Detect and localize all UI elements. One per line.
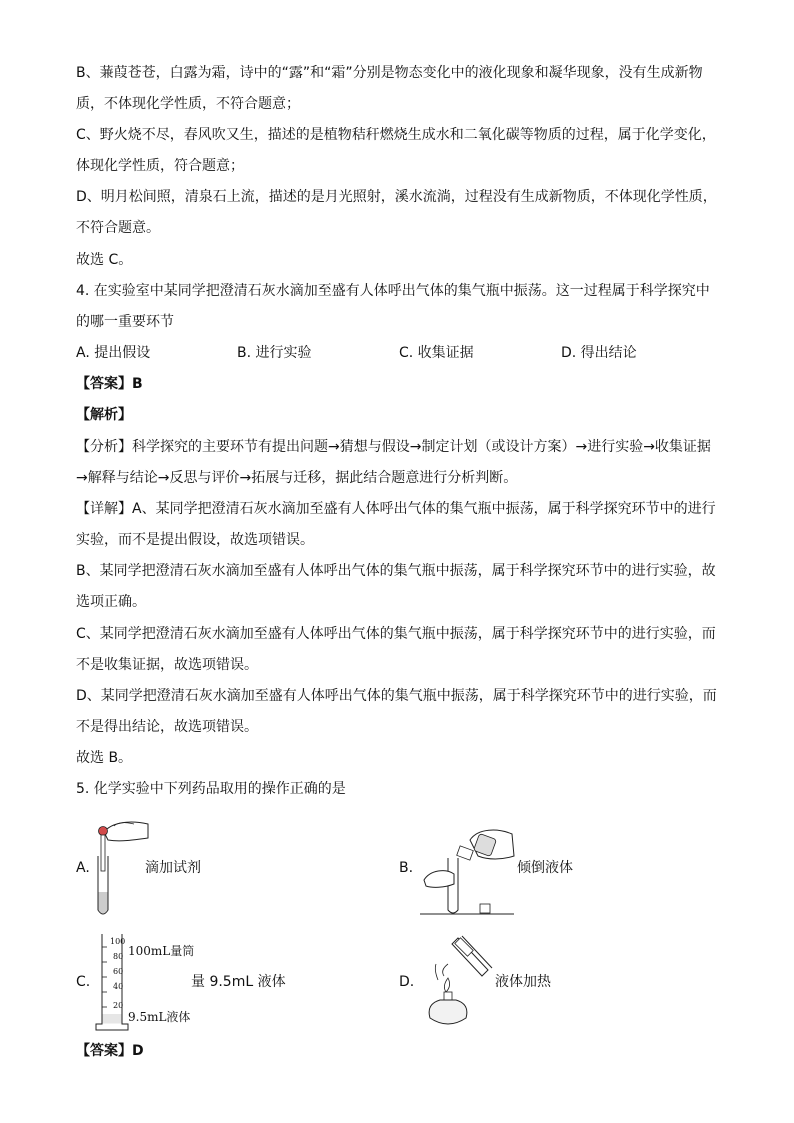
question-stem: 4. 在实验室中某同学把澄清石灰水滴加至盛有人体呼出气体的集气瓶中振荡。这一过程属于科学探究中 xyxy=(76,283,710,299)
text-line: C、野火烧不尽，春风吹又生，描述的是植物秸秆燃烧生成水和二氧化碳等物质的过程，属于化学变化， xyxy=(76,127,716,143)
tick-label: 40 xyxy=(113,982,124,991)
heating-illustration xyxy=(418,930,498,1034)
text-line: 【详解】A、某同学把澄清石灰水滴加至盛有人体呼出气体的集气瓶中振荡，属于科学探究环节中的进行 xyxy=(76,501,716,517)
option-b-letter: B. xyxy=(399,860,414,876)
text-line: D、某同学把澄清石灰水滴加至盛有人体呼出气体的集气瓶中振荡，属于科学探究环节中的进行实验，而 xyxy=(76,688,717,704)
tick-label: 20 xyxy=(113,1001,124,1010)
tick-label: 80 xyxy=(113,952,124,961)
text-line: 选项正确。 xyxy=(76,594,146,610)
text-line: →解释与结论→反思与评价→拓展与迁移，据此结合题意进行分析判断。 xyxy=(76,470,518,486)
option-d: D. 得出结论 xyxy=(561,345,637,361)
text-line: 不符合题意。 xyxy=(76,220,160,236)
option-b-caption: 倾倒液体 xyxy=(517,860,573,876)
text-line: 体现化学性质，符合题意； xyxy=(76,158,244,174)
option-a-caption: 滴加试剂 xyxy=(145,860,201,876)
text-line: 质，不体现化学性质，不符合题意； xyxy=(76,96,300,112)
text-line: B、某同学把澄清石灰水滴加至盛有人体呼出气体的集气瓶中振荡，属于科学探究环节中的进行实验，故 xyxy=(76,563,716,579)
option-b: B. 进行实验 xyxy=(237,345,312,361)
question-stem: 5. 化学实验中下列药品取用的操作正确的是 xyxy=(76,781,346,797)
option-c-letter: C. xyxy=(76,974,91,990)
answer-label: 【答案】D xyxy=(76,1043,144,1059)
text-line: 不是得出结论，故选项错误。 xyxy=(76,719,258,735)
text-line: C、某同学把澄清石灰水滴加至盛有人体呼出气体的集气瓶中振荡，属于科学探究环节中的进行实验，而 xyxy=(76,626,716,642)
text-line: 故选 B。 xyxy=(76,750,133,766)
analysis-title: 【解析】 xyxy=(76,407,132,423)
option-d-caption: 液体加热 xyxy=(495,974,551,990)
cylinder-label: 100mL量筒 xyxy=(128,944,195,958)
pouring-illustration xyxy=(418,822,518,918)
option-a: A. 提出假设 xyxy=(76,345,151,361)
dropper-illustration xyxy=(90,812,150,922)
text-line: 实验，而不是提出假设，故选项错误。 xyxy=(76,532,314,548)
text-line: D、明月松间照，清泉石上流，描述的是月光照射，溪水流淌，过程没有生成新物质，不体现化学性质， xyxy=(76,189,717,205)
option-a-letter: A. xyxy=(76,860,90,876)
answer-label: 【答案】B xyxy=(76,376,143,392)
text-line: B、蒹葭苍苍，白露为霜，诗中的“露”和“霜”分别是物态变化中的液化现象和凝华现象，没有生成新物 xyxy=(76,65,703,81)
text-line: 【分析】科学探究的主要环节有提出问题→猜想与假设→制定计划（或设计方案）→进行实验→收集证据 xyxy=(76,439,711,455)
text-line: 不是收集证据，故选项错误。 xyxy=(76,657,258,673)
option-d-letter: D. xyxy=(399,974,415,990)
tick-label: 100 xyxy=(110,937,126,946)
liquid-label: 9.5mL液体 xyxy=(128,1010,191,1024)
option-c: C. 收集证据 xyxy=(399,345,474,361)
question-stem: 的哪一重要环节 xyxy=(76,314,174,330)
option-c-caption: 量 9.5mL 液体 xyxy=(191,974,286,990)
tick-label: 60 xyxy=(113,967,124,976)
text-line: 故选 C。 xyxy=(76,252,133,268)
